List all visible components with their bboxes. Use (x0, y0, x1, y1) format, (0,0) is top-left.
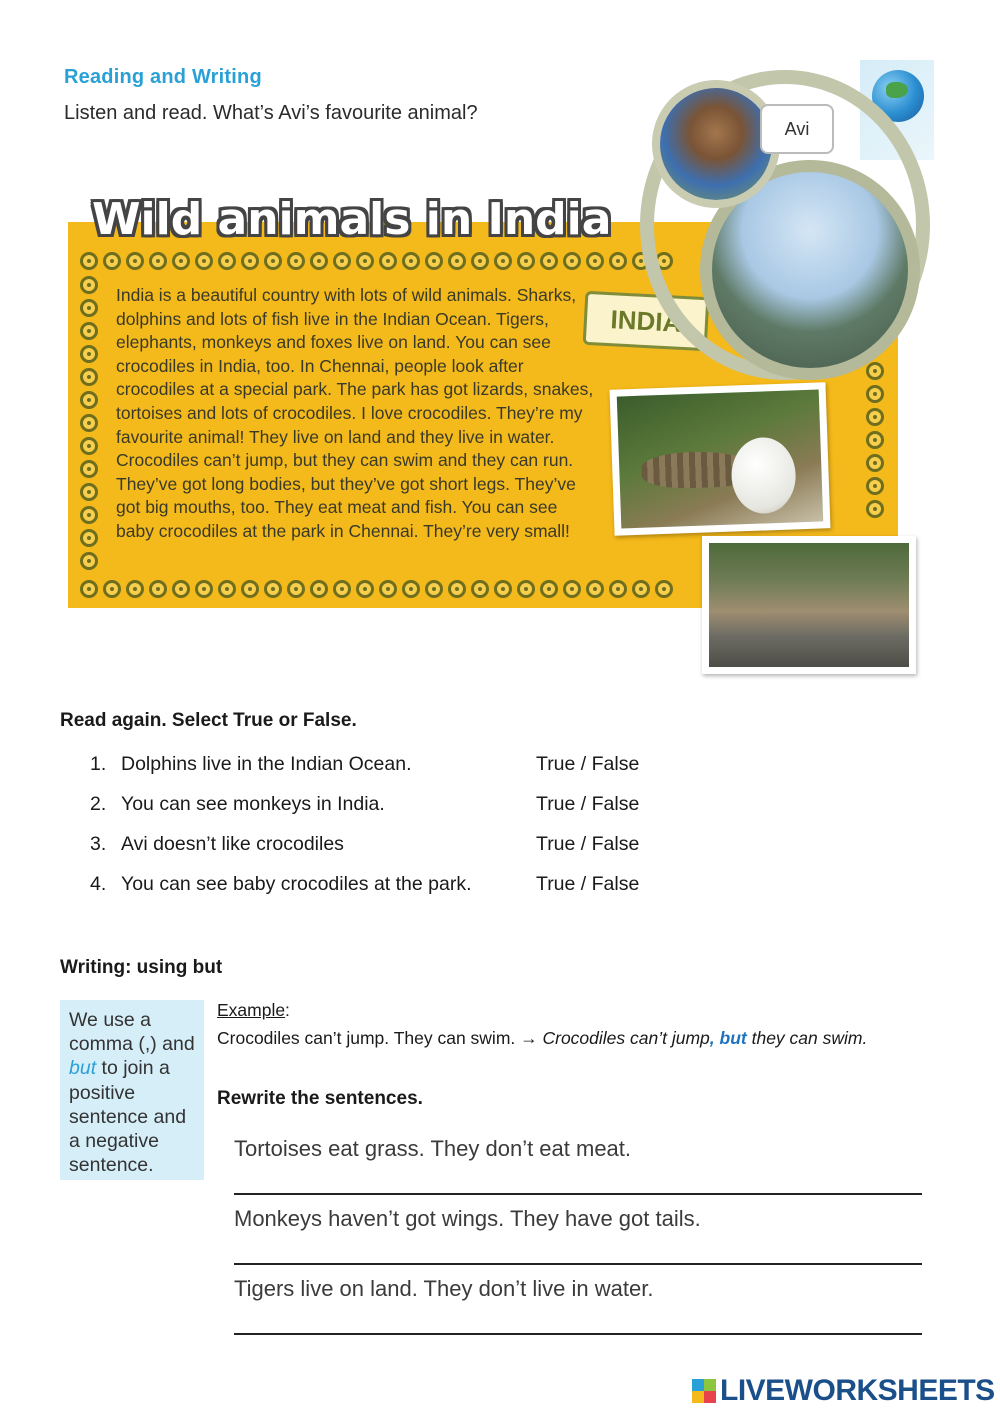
swirl-border-top (80, 252, 673, 270)
swirl-ornament (80, 529, 98, 547)
swirl-ornament (80, 437, 98, 455)
swirl-ornament (126, 252, 144, 270)
swirl-ornament (172, 580, 190, 598)
egg-shape (730, 436, 797, 514)
writing-heading: Writing: using but (60, 957, 223, 978)
swirl-ornament (540, 580, 558, 598)
swirl-ornament (103, 580, 121, 598)
question-number: 2. (90, 793, 107, 815)
swirl-ornament (149, 580, 167, 598)
swirl-ornament (172, 252, 190, 270)
question-text: Dolphins live in the Indian Ocean. (121, 753, 412, 775)
example-italic: Crocodiles can’t jump (537, 1028, 710, 1048)
swirl-ornament (866, 477, 884, 495)
swirl-ornament (310, 580, 328, 598)
swirl-ornament (80, 345, 98, 363)
question-row (90, 873, 639, 896)
swirl-ornament (494, 252, 512, 270)
swirl-ornament (80, 322, 98, 340)
question-row (90, 753, 639, 776)
true-false-select[interactable]: True / False (536, 753, 640, 775)
swirl-ornament (563, 252, 581, 270)
swirl-ornament (425, 580, 443, 598)
swirl-ornament (287, 580, 305, 598)
swirl-ornament (563, 580, 581, 598)
character-name-label: Avi (760, 104, 834, 154)
swirl-ornament (586, 580, 604, 598)
swirl-ornament (494, 580, 512, 598)
photo-image (709, 543, 909, 667)
swirl-ornament (356, 580, 374, 598)
swirl-ornament (609, 252, 627, 270)
swirl-ornament (195, 580, 213, 598)
swirl-ornament (333, 252, 351, 270)
answer-line[interactable] (234, 1333, 922, 1335)
tip-highlight: but (69, 1057, 97, 1080)
arrow-icon: → (520, 1028, 538, 1048)
example-colon: : (285, 1000, 290, 1020)
true-false-select[interactable]: True / False (536, 833, 640, 855)
swirl-ornament (218, 580, 236, 598)
question-text: You can see monkeys in India. (121, 793, 385, 815)
swirl-ornament (448, 580, 466, 598)
swirl-ornament (425, 252, 443, 270)
swirl-ornament (103, 252, 121, 270)
swirl-ornament (218, 252, 236, 270)
example-plain: Crocodiles can’t jump. They can swim. (217, 1028, 521, 1048)
crocodile-hatchling-photo (610, 382, 831, 535)
swirl-ornament (586, 252, 604, 270)
question-text: Avi doesn’t like crocodiles (121, 833, 344, 855)
swirl-ornament (195, 252, 213, 270)
swirl-ornament (80, 483, 98, 501)
swirl-ornament (517, 580, 535, 598)
swirl-ornament (632, 580, 650, 598)
swirl-ornament (310, 252, 328, 270)
example-but: but (714, 1028, 747, 1048)
swirl-border-bottom (80, 580, 673, 598)
swirl-ornament (448, 252, 466, 270)
swirl-ornament (149, 252, 167, 270)
swirl-ornament (80, 580, 98, 598)
swirl-ornament (609, 580, 627, 598)
swirl-ornament (80, 414, 98, 432)
swirl-ornament (80, 368, 98, 386)
swirl-ornament (80, 391, 98, 409)
grammar-tip-box (60, 1000, 204, 1180)
swirl-ornament (866, 454, 884, 472)
example-label: Example (217, 1000, 286, 1020)
swirl-ornament (866, 408, 884, 426)
section-title: Reading and Writing (64, 66, 262, 88)
swirl-ornament (333, 580, 351, 598)
swirl-ornament (866, 431, 884, 449)
swirl-ornament (80, 460, 98, 478)
tip-text-end: to join a positive sentence and a negative sentence. (69, 1057, 187, 1177)
rewrite-sentence: Tortoises eat grass. They don’t eat meat. (234, 1136, 632, 1161)
answer-line[interactable] (234, 1263, 922, 1265)
swirl-ornament (80, 506, 98, 524)
rewrite-sentence: Monkeys haven’t got wings. They have got tails. (234, 1206, 701, 1231)
crocodile-park-photo (702, 536, 916, 674)
logo-text: LIVEWORKSHEETS (720, 1374, 995, 1407)
swirl-ornament (287, 252, 305, 270)
rewrite-sentence: Tigers live on land. They don’t live in water. (234, 1276, 654, 1301)
example-comma: , (709, 1028, 715, 1048)
example-sentence (217, 1028, 867, 1049)
swirl-ornament (80, 276, 98, 294)
swirl-ornament (866, 500, 884, 518)
swirl-ornament (264, 580, 282, 598)
reading-title: Wild animals in India (92, 194, 612, 245)
swirl-ornament (126, 580, 144, 598)
questions-heading: Read again. Select True or False. (60, 710, 357, 731)
question-row (90, 793, 639, 816)
swirl-ornament (264, 252, 282, 270)
true-false-select[interactable]: True / False (536, 793, 640, 815)
swirl-border-left (80, 276, 98, 570)
answer-line[interactable] (234, 1193, 922, 1195)
swirl-ornament (866, 362, 884, 380)
tip-text: We use a comma (,) and (69, 1009, 195, 1056)
rewrite-heading: Rewrite the sentences. (217, 1088, 423, 1109)
question-text: You can see baby crocodiles at the park. (121, 873, 472, 895)
photo-image (617, 390, 823, 529)
swirl-ornament (866, 385, 884, 403)
swirl-ornament (540, 252, 558, 270)
swirl-ornament (655, 580, 673, 598)
swirl-ornament (402, 252, 420, 270)
question-row (90, 833, 639, 856)
swirl-ornament (471, 580, 489, 598)
avi-photo (660, 88, 772, 200)
question-number: 1. (90, 753, 107, 775)
swirl-ornament (356, 252, 374, 270)
question-number: 4. (90, 873, 107, 895)
instruction-text: Listen and read. What’s Avi’s favourite animal? (64, 102, 478, 124)
logo-icon (692, 1379, 716, 1403)
reading-passage: India is a beautiful country with lots of wild animals. Sharks, dolphins and lots of fish live in the Indian Ocean. Tigers, elephants, monkeys and foxes live on land. You can see crocodiles in India, too. In Chennai, people look after crocodiles at a special park. The park has got lizards, snakes, tortoises and lots of crocodiles. I love crocodiles. They’re my favourite animal! They live on land and they live in water. Crocodiles can’t jump, but they can swim and they can run. They’ve got long bodies, but they’ve got short legs. They’ve got big mouths, too. They eat meat and fish. You can see baby crocodiles at the park in Chennai. They’re very small! (116, 285, 594, 541)
swirl-ornament (471, 252, 489, 270)
swirl-ornament (517, 252, 535, 270)
swirl-ornament (241, 252, 259, 270)
swirl-ornament (379, 580, 397, 598)
example-italic-end: they can swim. (746, 1028, 868, 1048)
swirl-border-right (866, 362, 884, 518)
swirl-ornament (402, 580, 420, 598)
swirl-ornament (80, 299, 98, 317)
swirl-ornament (80, 252, 98, 270)
liveworksheets-logo[interactable] (692, 1374, 995, 1408)
swirl-ornament (80, 552, 98, 570)
swirl-ornament (379, 252, 397, 270)
true-false-select[interactable]: True / False (536, 873, 640, 895)
swirl-ornament (241, 580, 259, 598)
question-number: 3. (90, 833, 107, 855)
country-label: INDIA (583, 291, 710, 351)
